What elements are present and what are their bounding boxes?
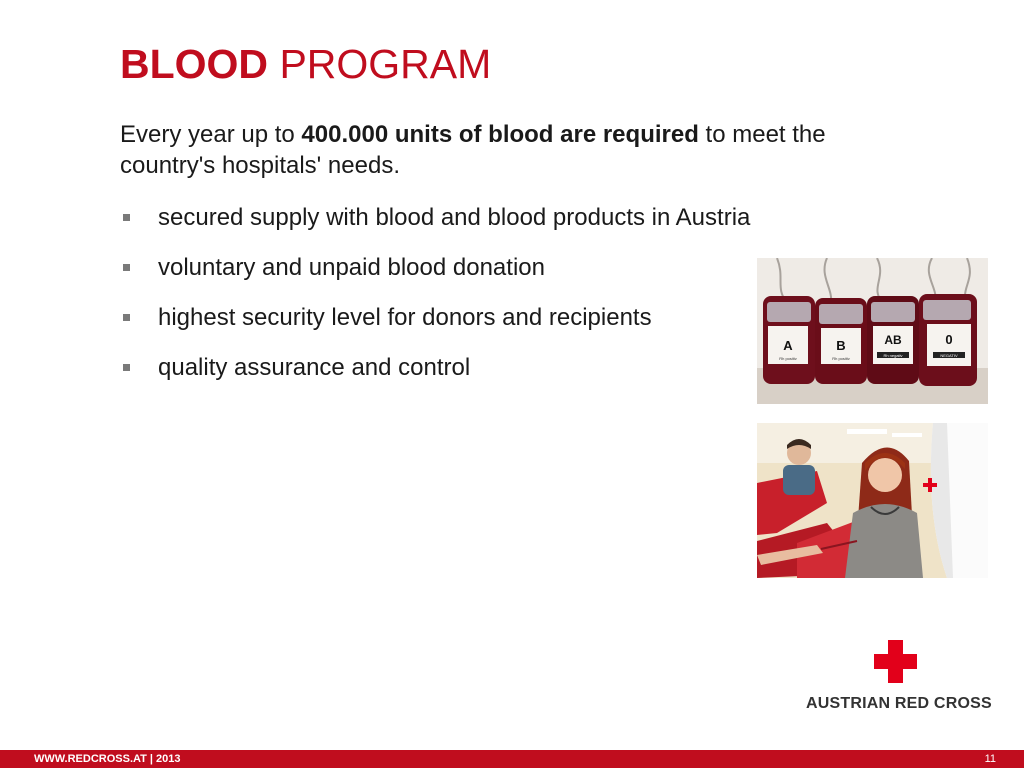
intro-after: to meet the country's hospitals' needs.	[120, 121, 826, 179]
blood-donors-photo	[757, 423, 988, 578]
bag-subtext: Rh positiv	[832, 356, 850, 361]
intro-highlight: 400.000 units of blood are required	[301, 121, 699, 148]
slide-title	[120, 41, 492, 87]
bullet-text: voluntary and unpaid blood donation	[158, 254, 545, 281]
bullet-text: highest security level for donors and recipients	[158, 304, 652, 331]
blood-bags-photo	[757, 258, 988, 404]
bullet-item	[120, 202, 750, 252]
title-bold: BLOOD	[120, 41, 269, 87]
bullet-list	[120, 202, 750, 402]
intro-before: Every year up to	[120, 121, 302, 148]
bag-subtext: Rh negativ	[883, 353, 903, 358]
bag-label-ab: AB	[884, 333, 902, 347]
logo-text: AUSTRIAN RED CROSS	[806, 695, 992, 712]
bullet-item	[120, 352, 750, 402]
bullet-text: secured supply with blood and blood products in Austria	[158, 204, 751, 231]
bag-label-a: A	[783, 338, 793, 353]
page-number: 11	[984, 753, 996, 765]
bullet-text: quality assurance and control	[158, 354, 471, 381]
red-cross-icon	[874, 640, 917, 683]
bullet-item	[120, 252, 750, 302]
bullet-item	[120, 302, 750, 352]
bullet-square-icon	[123, 364, 130, 371]
bag-subtext: Rh positiv	[779, 356, 797, 361]
austrian-red-cross-logo	[806, 640, 992, 715]
bullet-square-icon	[123, 314, 130, 321]
bag-label-0: 0	[945, 332, 953, 347]
bag-subtext: NEGATIV	[940, 353, 958, 358]
bag-label-b: B	[836, 338, 846, 353]
title-regular: PROGRAM	[268, 41, 492, 87]
bullet-square-icon	[123, 264, 130, 271]
bullet-square-icon	[123, 214, 130, 221]
footer-website: WWW.REDCROSS.AT | 2013	[34, 753, 181, 765]
intro-paragraph	[120, 119, 920, 181]
footer-bar	[0, 750, 1024, 768]
